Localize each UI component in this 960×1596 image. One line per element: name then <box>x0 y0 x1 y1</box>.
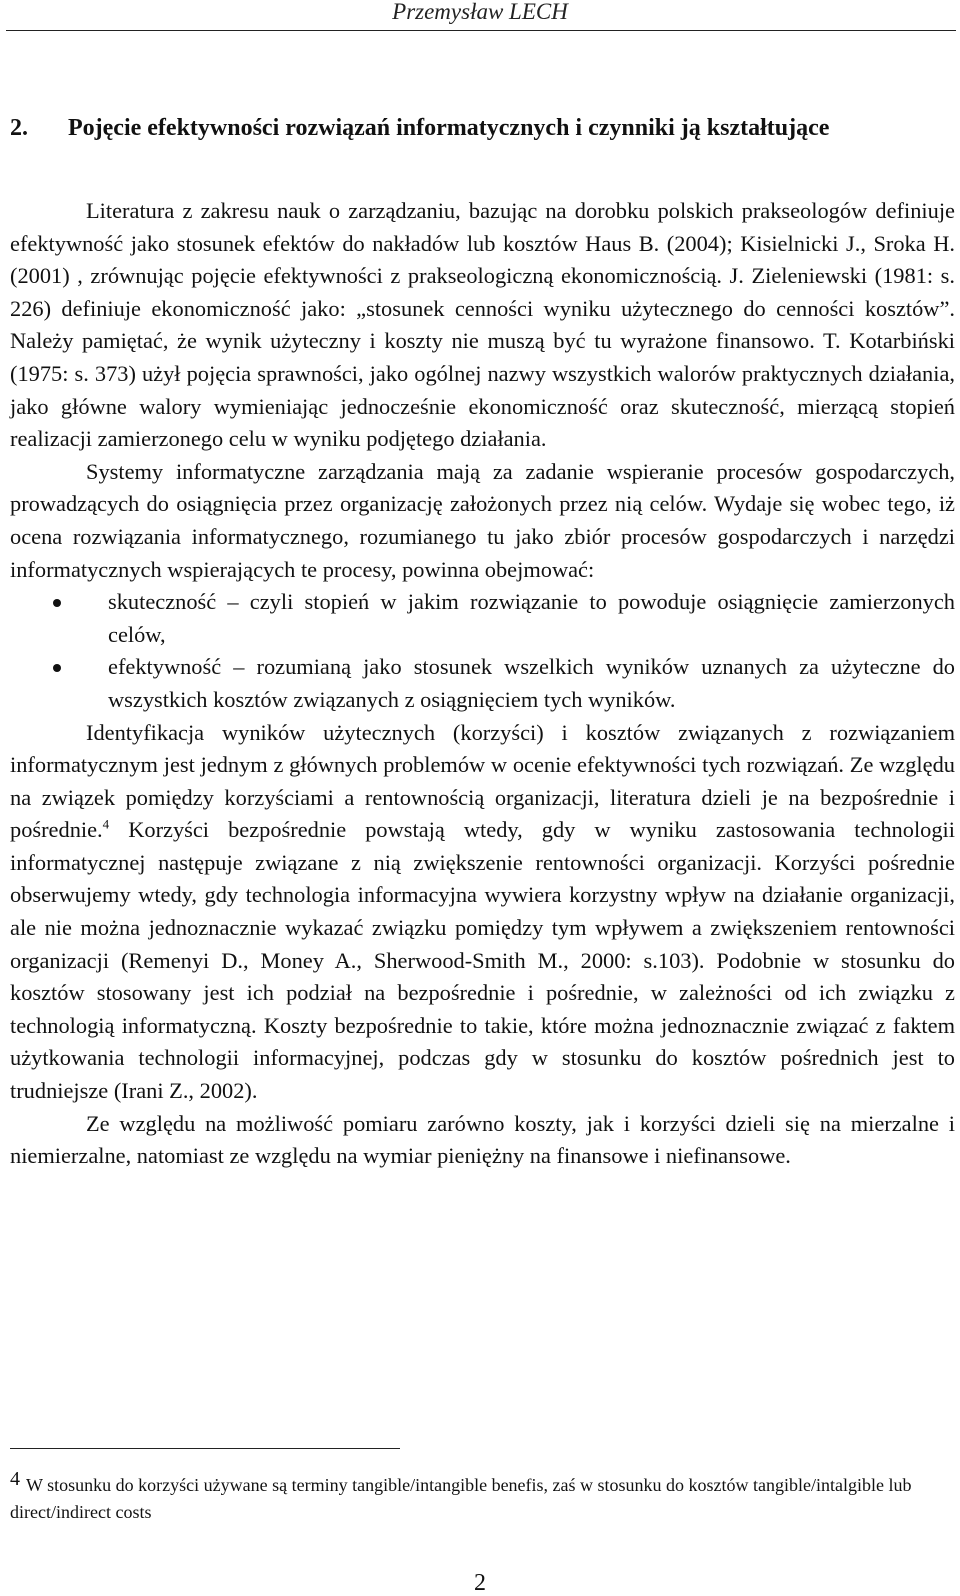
section-heading <box>10 110 950 146</box>
section-number: 2. <box>10 115 28 141</box>
footnote-reference[interactable]: 4 <box>102 816 110 832</box>
paragraph: Ze względu na możliwość pomiaru zarówno koszty, jak i korzyści dzieli się na mierzalne i niemierzalne, natomiast ze względu na wymiar pieniężny na finansowe i niefinansowe. <box>10 1110 955 1169</box>
list-item <box>10 586 955 651</box>
paragraph: Literatura z zakresu nauk o zarządzaniu, bazując na dorobku polskich prakseologów definiuje efektywność jako stosunek efektów do nakładów lub kosztów Haus B. (2004); Kisielnicki J., Sroka H. (2001) , zrównując pojęcie efektywności z prakseologiczną ekonomicznością. J. Zieleniewski (1981: s. 226) definiuje ekonomiczność jako: „stosunek cenności wyniku użytecznego do cenności kosztów”. Należy pamiętać, że wynik użyteczny i koszty nie muszą być tu wyrażone finansowo. T. Kotarbiński (1975: s. 373) użył pojęcia sprawności, jako ogólnej nazwy wszystkich walorów praktycznych działania, jako główne walory wymieniając jednocześnie ekonomiczność oraz skuteczność, mierzącą stopień realizacji zamierzonego celu w wyniku podjętego działania. <box>10 198 955 452</box>
footnote-text: W stosunku do korzyści używane są terminy tangible/intangible benefis, zaś w stosunku do kosztów tangible/intalgible lub direct/indirect costs <box>10 1475 912 1522</box>
body-text <box>10 195 955 1173</box>
footnote-mark: 4 <box>10 1468 20 1490</box>
list-item-text: skuteczność – czyli stopień w jakim rozwiązanie to powoduje osiągnięcie zamierzonych celów, <box>108 589 955 647</box>
list-item <box>10 651 955 716</box>
running-header: Przemysław LECH <box>392 0 568 24</box>
section-title: Pojęcie efektywności rozwiązań informatycznych i czynniki ją kształtujące <box>68 115 830 141</box>
paragraph-text: Korzyści bezpośrednie powstają wtedy, gdy w wyniku zastosowania technologii informatycznej następuje związane z nią zwiększenie rentowności organizacji. Korzyści pośrednie obserwujemy wtedy, gdy technologia informacyjna wywiera korzystny wpływ na działanie organizacji, ale nie można jednoznacznie wykazać związku pomiędzy tym wpływem a zwiększeniem rentowności organizacji (Remenyi D., Money A., Sherwood-Smith M., 2000: s.103). Podobnie w stosunku do kosztów stosowany jest ich podział na bezpośrednie i pośrednie, w zależności od ich związku z technologią informatyczną. Koszty bezpośrednie to takie, które można jednoznacznie związać z faktem użytkowania technologii informacyjnej, podczas gdy w stosunku do kosztów pośrednich jest to trudniejsze (Irani Z., 2002). <box>10 817 955 1104</box>
bullet-list <box>10 586 955 716</box>
page-number: 2 <box>474 1570 486 1596</box>
paragraph <box>10 717 955 1108</box>
footnote-rule <box>10 1448 400 1449</box>
list-item-text: efektywność – rozumianą jako stosunek wszelkich wyników uznanych za użyteczne do wszystkich kosztów związanych z osiągnięciem tych wyników. <box>108 654 955 712</box>
paragraph-text: Identyfikacja wyników użytecznych (korzyści) i kosztów związanych z rozwiązaniem informatycznym jest jednym z głównych problemów w ocenie efektywności tych rozwiązań. Ze względu na związek pomiędzy korzyściami a rentownością organizacji, literatura dzieli je na bezpośrednie i pośrednie. <box>10 719 955 843</box>
footnote <box>10 1466 955 1526</box>
header-rule <box>6 30 956 31</box>
bullet-icon <box>53 664 61 672</box>
bullet-icon <box>53 599 61 607</box>
paragraph: Systemy informatyczne zarządzania mają za zadanie wspieranie procesów gospodarczych, prowadzących do osiągnięcia przez organizację założonych przez nią celów. Wydaje się wobec tego, iż ocena rozwiązania informatycznego, rozumianego tu jako zbiór procesów gospodarczych i narzędzi informatycznych wspierających te procesy, powinna obejmować: <box>10 458 955 582</box>
